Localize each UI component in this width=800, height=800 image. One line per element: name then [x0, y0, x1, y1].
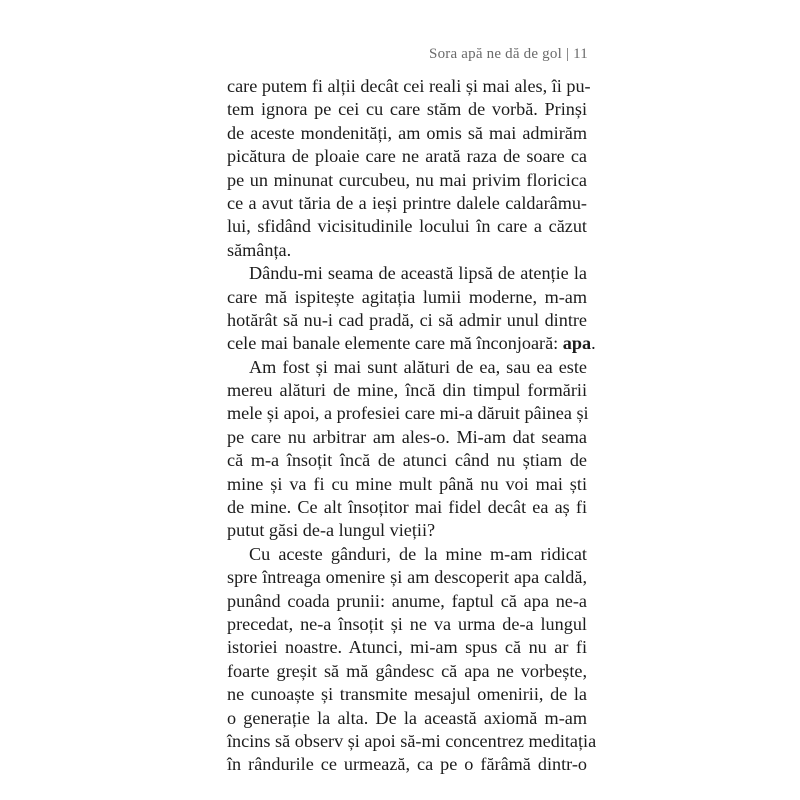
text-line: foarte greșit să mă gândesc că apa ne vorbește, — [227, 660, 587, 681]
text-line-prefix: cele mai banale elemente care mă înconjoară: — [227, 333, 563, 354]
text-line: Am fost și mai sunt alături de ea, sau ea este — [249, 356, 587, 377]
text-line: care mă ispitește agitația lumii moderne, m-am — [227, 286, 587, 307]
text-line: de mine. Ce alt însoțitor mai fidel decât ea aș fi — [227, 497, 587, 518]
paragraph-4 — [227, 543, 597, 777]
text-line: spre întreaga omenire și am descoperit apa caldă, — [227, 567, 587, 588]
text-line: pe care nu arbitrar am ales-o. Mi-am dat seama — [227, 426, 587, 447]
text-line: pe un minunat curcubeu, nu mai privim floricica — [227, 169, 587, 190]
text-line: că m-a însoțit încă de atunci când nu știam de — [227, 450, 587, 471]
page-number: 11 — [573, 46, 588, 62]
text-line: Dându-mi seama de această lipsă de atenție la — [249, 263, 587, 284]
paragraph-2 — [227, 262, 596, 356]
text-line: istoriei noastre. Atunci, mi-am spus că nu ar fi — [227, 637, 587, 658]
text-line: de aceste mondenități, am omis să mai admirăm — [227, 122, 587, 143]
text-line: Cu aceste gânduri, de la mine m-am ridicat — [249, 543, 587, 564]
text-line-suffix: . — [591, 333, 596, 354]
text-line: sămânța. — [227, 239, 292, 260]
paragraph-3 — [227, 356, 587, 543]
text-line: ne cunoaște și transmite mesajul omenirii, de la — [227, 684, 587, 705]
text-line: mele și apoi, a profesiei care mi-a dăruit pâinea și — [227, 403, 589, 424]
text-line: lui, sfidând vicisitudinile locului în care a căzut — [227, 216, 587, 237]
text-line: mereu alături de mine, încă din timpul formării — [227, 380, 587, 401]
body-text — [227, 75, 597, 777]
text-line — [227, 332, 596, 355]
text-line: mine și va fi cu mine mult până nu voi mai ști — [227, 473, 587, 494]
paragraph-1 — [227, 75, 591, 262]
running-header — [429, 46, 588, 63]
text-line: tem ignora pe cei cu care stăm de vorbă. Prinși — [227, 99, 587, 120]
text-line: putut găsi de-a lungul vieții? — [227, 520, 436, 541]
header-separator: | — [565, 46, 570, 62]
text-line: picătura de ploaie care ne arată raza de soare ca — [227, 146, 587, 167]
text-line: care putem fi alții decât cei reali și mai ales, îi pu- — [227, 76, 591, 96]
text-line: punând coada prunii: anume, faptul că apa ne-a — [227, 590, 587, 611]
text-line: precedat, ne-a însoțit și ne va urma de-a lungul — [227, 613, 587, 634]
text-line: hotărât să nu-i cad pradă, ci să admir unul dintre — [227, 309, 587, 330]
running-title: Sora apă ne dă de gol — [429, 46, 562, 62]
text-line: încins să observ și apoi să-mi concentrez meditația — [227, 730, 597, 751]
text-line: o generație la alta. De la această axiomă m-am — [227, 707, 587, 728]
text-line: ce a avut tăria de a ieși printre dalele caldarâmu- — [227, 192, 587, 213]
text-line: în rândurile ce urmează, ca pe o fărâmă dintr-o — [227, 754, 587, 775]
emphasized-word: apa — [562, 333, 592, 354]
